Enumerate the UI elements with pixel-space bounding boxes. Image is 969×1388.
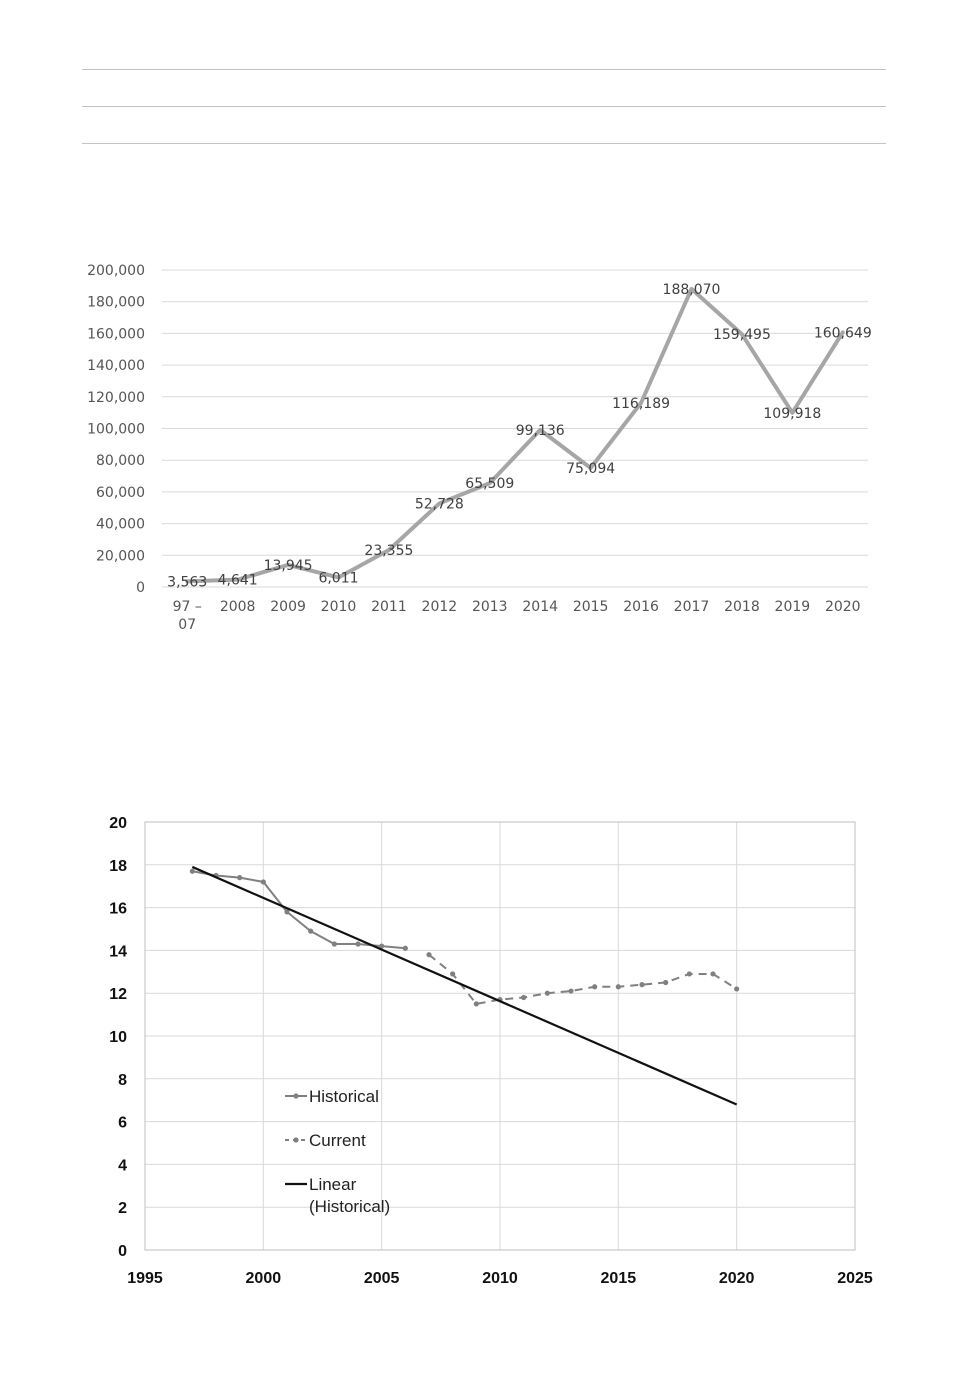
x-tick-label: 2016 <box>623 599 659 615</box>
series-marker <box>450 971 455 976</box>
data-label: 6,011 <box>318 570 359 587</box>
x-tick-label: 2020 <box>824 599 861 615</box>
y-tick-label: 16 <box>109 900 127 918</box>
data-label: 52,728 <box>414 496 464 513</box>
legend-label: Current <box>309 1131 366 1150</box>
y-tick-label: 4 <box>118 1157 127 1175</box>
series-marker <box>190 869 195 874</box>
y-tick-label: 60,000 <box>96 484 145 501</box>
series-marker <box>663 980 668 985</box>
data-label: 159,495 <box>712 327 771 344</box>
x-tick-label: 2015 <box>572 599 609 615</box>
legend-label: Linear (Historical) <box>309 1175 391 1217</box>
series-marker <box>261 879 266 884</box>
series-marker <box>426 952 431 957</box>
series-marker <box>237 875 242 880</box>
x-tick-label: 2018 <box>724 599 760 615</box>
series-marker <box>616 984 621 989</box>
series-marker <box>639 982 644 987</box>
series-marker <box>308 929 313 934</box>
x-tick-label: 2005 <box>363 1270 400 1287</box>
series-marker <box>355 941 360 946</box>
x-tick-label: 2025 <box>837 1270 873 1287</box>
data-label: 160,649 <box>813 325 872 342</box>
line-chart-trend <box>0 800 969 1300</box>
header-rule-3 <box>82 143 886 144</box>
legend-marker <box>293 1093 298 1098</box>
series-marker <box>332 941 337 946</box>
data-label: 188,070 <box>662 281 721 298</box>
y-tick-label: 20,000 <box>96 548 145 565</box>
series-marker <box>521 995 526 1000</box>
series-line-2 <box>192 867 736 1105</box>
series-marker <box>403 946 408 951</box>
y-tick-label: 18 <box>109 857 127 875</box>
data-label: 4,641 <box>217 572 258 589</box>
x-tick-label: 2010 <box>482 1270 518 1287</box>
y-tick-label: 20 <box>109 815 127 832</box>
x-tick-label: 2012 <box>421 599 458 615</box>
x-tick-label: 2010 <box>320 599 357 615</box>
series-marker <box>687 971 692 976</box>
x-tick-label: 97 – 07 <box>172 599 202 634</box>
x-tick-label: 2000 <box>245 1270 282 1287</box>
x-tick-label: 2019 <box>774 599 811 615</box>
data-label: 99,136 <box>515 422 565 439</box>
y-tick-label: 8 <box>118 1071 127 1089</box>
y-tick-label: 0 <box>136 580 145 596</box>
y-tick-label: 2 <box>118 1200 127 1218</box>
data-label: 13,945 <box>263 557 313 574</box>
line-chart-annual <box>0 240 969 660</box>
y-tick-label: 180,000 <box>87 294 145 311</box>
y-tick-label: 100,000 <box>87 421 145 438</box>
x-tick-label: 2015 <box>600 1270 637 1287</box>
y-tick-label: 160,000 <box>87 326 145 343</box>
series-line-0 <box>192 871 405 948</box>
y-tick-label: 40,000 <box>96 516 145 533</box>
series-marker <box>592 984 597 989</box>
x-tick-label: 2020 <box>718 1270 755 1287</box>
header-rule-2 <box>82 106 886 107</box>
data-label: 116,189 <box>612 395 671 412</box>
data-label: 75,094 <box>566 460 616 477</box>
y-tick-label: 200,000 <box>87 263 145 279</box>
data-label: 109,918 <box>763 405 822 422</box>
x-tick-label: 1995 <box>127 1270 163 1287</box>
x-tick-label: 2009 <box>270 599 306 615</box>
y-tick-label: 12 <box>109 986 127 1004</box>
y-tick-label: 6 <box>118 1114 127 1132</box>
y-tick-label: 14 <box>109 943 127 961</box>
y-tick-label: 0 <box>118 1243 127 1260</box>
data-label: 65,509 <box>465 476 515 493</box>
data-label: 3,563 <box>167 574 208 591</box>
y-tick-label: 80,000 <box>96 453 145 470</box>
header-rule-1 <box>82 69 886 70</box>
x-tick-label: 2017 <box>673 599 710 615</box>
legend-label: Historical <box>309 1087 379 1106</box>
y-tick-label: 120,000 <box>87 389 145 406</box>
y-tick-label: 140,000 <box>87 358 145 375</box>
x-tick-label: 2011 <box>371 599 407 615</box>
series-marker <box>568 988 573 993</box>
series-marker <box>474 1001 479 1006</box>
x-tick-label: 2008 <box>219 599 256 615</box>
data-label: 23,355 <box>364 542 414 559</box>
series-marker <box>710 971 715 976</box>
y-tick-label: 10 <box>109 1029 127 1046</box>
series-marker <box>734 986 739 991</box>
series-marker <box>545 991 550 996</box>
series-line-1 <box>429 955 737 1004</box>
x-tick-label: 2013 <box>471 599 508 615</box>
x-tick-label: 2014 <box>522 599 559 615</box>
legend-marker <box>293 1137 298 1142</box>
